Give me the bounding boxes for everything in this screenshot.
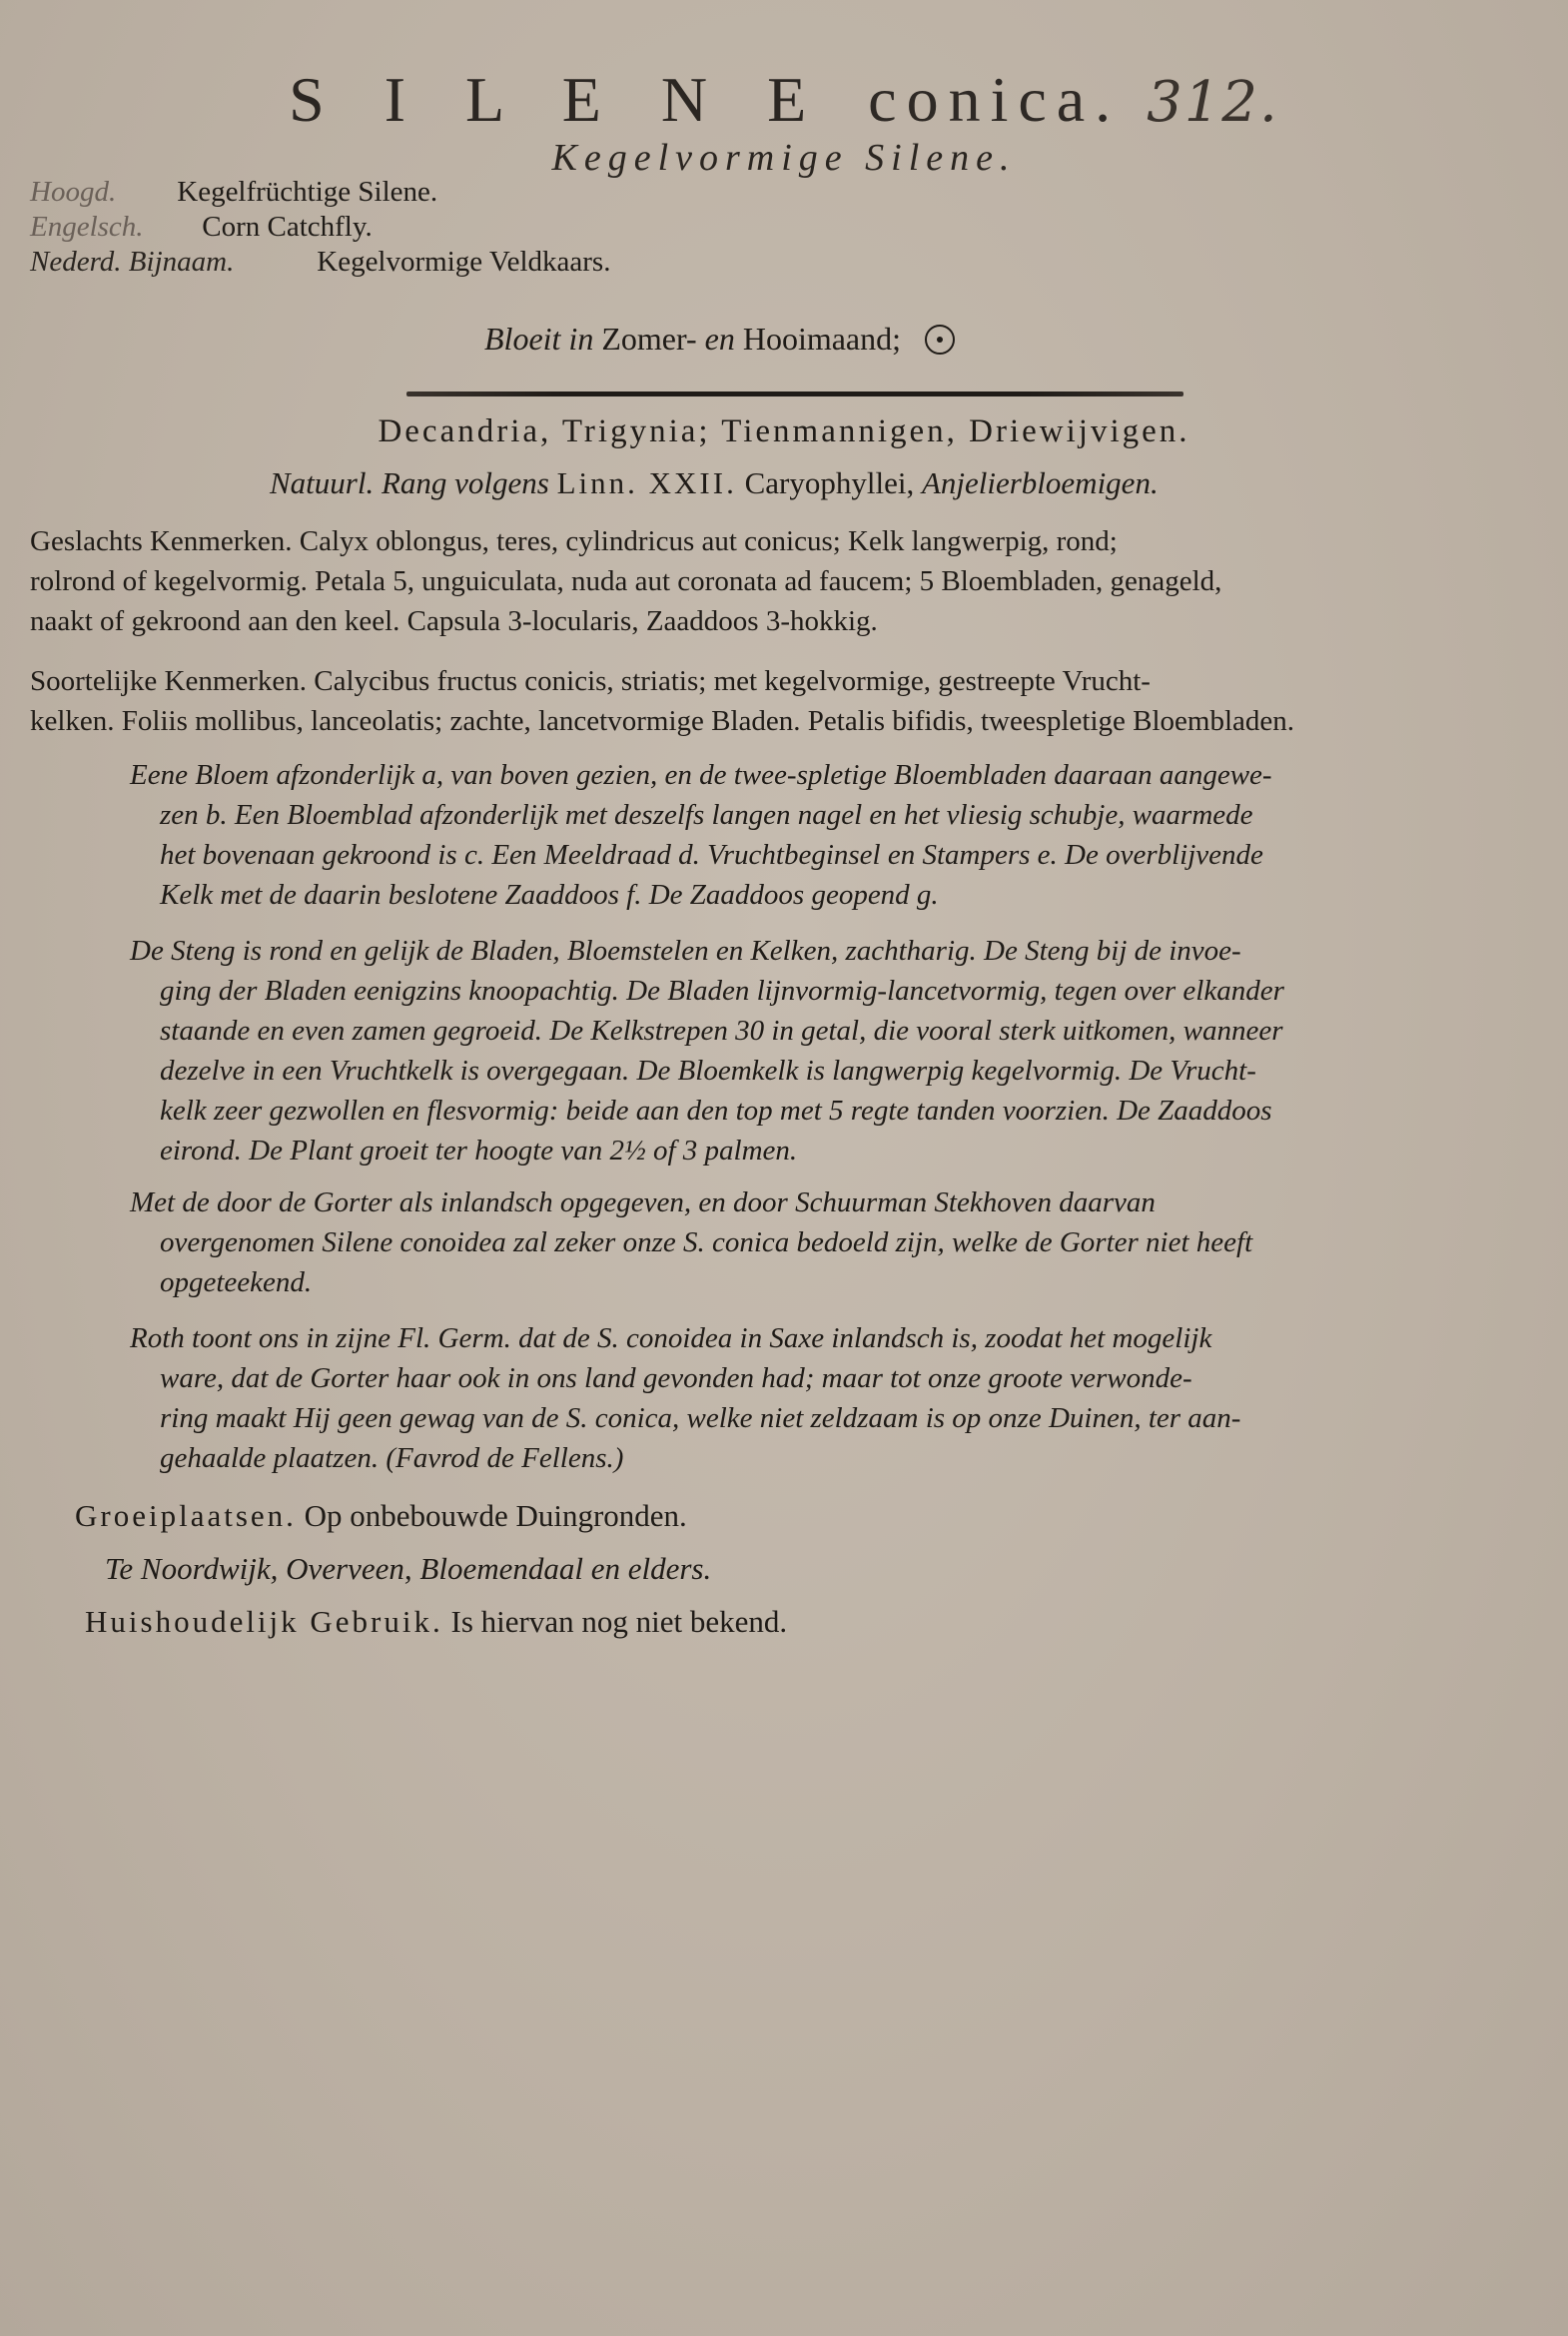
vernacular-names [30, 175, 610, 280]
dutch-title: Kegelvormige Silene. [551, 137, 1017, 179]
text-line: naakt of gekroond aan den keel. Capsula 3-locularis, Zaaddoos 3-hokkig. [30, 605, 878, 637]
growing-places [75, 1498, 687, 1534]
growing-locations: Te Noordwijk, Overveen, Bloemendaal en elders. [105, 1551, 712, 1586]
name-row-nederd [30, 245, 610, 280]
text-line: staande en even zamen gegroeid. De Kelkstrepen 30 in getal, die vooral sterk uitkomen, wanneer [160, 1015, 1283, 1047]
text-line: Soortelijke Kenmerken. Calycibus fructus conicis, striatis; met kegelvormige, gestreepte Vrucht- [30, 665, 1151, 697]
text-line: ging der Bladen eenigzins knoopachtig. De Bladen lijnvormig-lancetvormig, tegen over elkander [160, 975, 1284, 1007]
household-use [85, 1604, 787, 1640]
text-line: rolrond of kegelvormig. Petala 5, unguiculata, nuda aut coronata ad faucem; 5 Bloembladen, genageld, [30, 565, 1222, 597]
text-line: zen b. Een Bloemblad afzonderlijk met deszelfs langen nagel en het vliesig schubje, waarmede [160, 799, 1253, 831]
text-line: Eene Bloem afzonderlijk a, van boven gezien, en de twee-spletige Bloembladen daaraan aangewe- [130, 759, 1272, 791]
text-line: het bovenaan gekroond is c. Een Meeldraad d. Vruchtbeginsel en Stampers e. De overblijvende [160, 839, 1263, 871]
text-line: Kelk met de daarin beslotene Zaaddoos f. De Zaaddoos geopend g. [160, 879, 939, 911]
text-line: Roth toont ons in zijne Fl. Germ. dat de S. conoidea in Saxe inlandsch is, zoodat het mogelijk [130, 1322, 1212, 1354]
rang-linn: Linn. XXII. [556, 465, 737, 500]
genus-name: S I L E N E [289, 64, 829, 135]
text-line: De Steng is rond en gelijk de Bladen, Bloemstelen en Kelken, zachtharig. De Steng bij de invoe- [130, 935, 1241, 967]
text-line: opgeteekend. [160, 1266, 313, 1298]
classification: Decandria, Trigynia; Tienmannigen, Driewijvigen. [378, 413, 1190, 449]
name-lang: Hoogd. [30, 176, 117, 208]
text-line: overgenomen Silene conoidea zal zeker onze S. conica bedoeld zijn, welke de Gorter niet heeft [160, 1226, 1253, 1258]
name-value: Corn Catchfly. [202, 211, 373, 243]
natural-rank [270, 465, 1159, 501]
bloei-joiner: en [704, 321, 735, 357]
groei-text: Op onbebouwde Duingronden. [304, 1498, 687, 1533]
gorter-note [30, 1182, 1508, 1302]
name-lang: Nederd. Bijnaam. [30, 246, 235, 278]
text-line: kelken. Foliis mollibus, lanceolatis; zachte, lancetvormige Bladen. Petalis bifidis, tweespletige Bloembladen. [30, 705, 1295, 737]
name-value: Kegelvormige Veldkaars. [317, 246, 611, 278]
text-line: Geslachts Kenmerken. Calyx oblongus, teres, cylindricus aut conicus; Kelk langwerpig, rond; [30, 525, 1118, 557]
rang-latin: Caryophyllei, [744, 465, 915, 500]
text-line: kelk zeer gezwollen en flesvormig: beide aan den top met 5 regte tanden voorzien. De Zaaddoos [160, 1095, 1272, 1127]
description [30, 931, 1508, 1170]
divider [406, 391, 1183, 396]
genus-characters [30, 521, 1508, 641]
gebruik-text: Is hiervan nog niet bekend. [450, 1604, 788, 1639]
roth-note [30, 1318, 1508, 1478]
text-line: gehaalde plaatzen. (Favrod de Fellens.) [160, 1442, 624, 1474]
plate-number: 312. [1147, 70, 1279, 135]
text-line: dezelve in een Vruchtkelk is overgegaan. De Bloemkelk is langwerpig kegelvormig. De Vrucht- [160, 1055, 1256, 1087]
text-line: ring maakt Hij geen gewag van de S. conica, welke niet zeldzaam is op onze Duinen, ter aan- [160, 1402, 1241, 1434]
bloei-label: Bloeit in [484, 321, 594, 357]
text-line: ware, dat de Gorter haar ook in ons land gevonden had; maar tot onze groote verwonde- [160, 1362, 1192, 1394]
annual-symbol-icon [925, 325, 955, 355]
name-value: Kegelfrüchtige Silene. [177, 176, 438, 208]
name-row-hoogd [30, 175, 610, 210]
figure-explanation [30, 755, 1508, 915]
bloei-month-2: Hooimaand; [742, 321, 902, 357]
text-line: Met de door de Gorter als inlandsch opgegeven, en door Schuurman Stekhoven daarvan [130, 1186, 1156, 1218]
species-characters [30, 661, 1508, 741]
flowering-time [484, 320, 955, 358]
gebruik-label: Huishoudelijk Gebruik. [85, 1604, 443, 1639]
groei-label: Groeiplaatsen. [75, 1498, 297, 1533]
rang-label: Natuurl. Rang volgens [270, 465, 549, 500]
bloei-month-1: Zomer- [601, 321, 697, 357]
rang-dutch: Anjelierbloemigen. [921, 465, 1159, 500]
text-line: eirond. De Plant groeit ter hoogte van 2½ of 3 palmen. [160, 1135, 798, 1167]
page-title [0, 60, 1568, 143]
name-lang: Engelsch. [30, 211, 144, 243]
name-row-engelsch [30, 210, 610, 245]
species-name: conica. [868, 64, 1122, 135]
